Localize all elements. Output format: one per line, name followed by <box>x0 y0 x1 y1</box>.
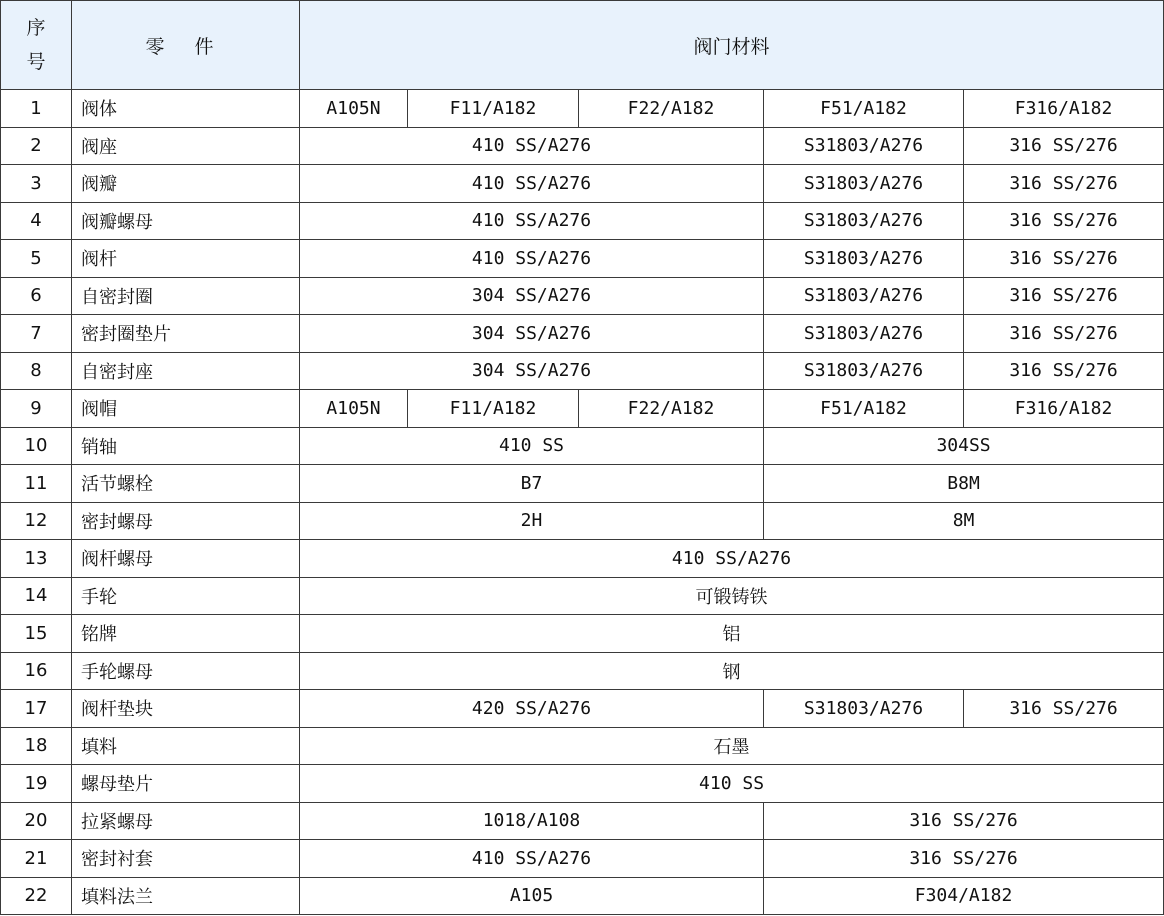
header-row <box>1 1 1164 90</box>
table-row <box>1 277 1164 315</box>
table-row <box>1 127 1164 165</box>
header-seq-line1: 序 <box>26 17 46 39</box>
row-number: 18 <box>1 727 72 765</box>
material-cell: 316 SS/276 <box>964 277 1164 315</box>
material-cell: 410 SS/A276 <box>300 165 764 203</box>
material-cell: 316 SS/276 <box>964 240 1164 278</box>
material-cell: 304 SS/A276 <box>300 352 764 390</box>
material-cell: S31803/A276 <box>764 202 964 240</box>
table-row <box>1 502 1164 540</box>
material-cell: 316 SS/276 <box>764 802 1164 840</box>
part-name: 密封圈垫片 <box>72 315 300 353</box>
material-cell: 410 SS <box>300 427 764 465</box>
material-cell: 410 SS/A276 <box>300 202 764 240</box>
row-number: 5 <box>1 240 72 278</box>
table-row <box>1 727 1164 765</box>
row-number: 13 <box>1 540 72 578</box>
part-name: 密封螺母 <box>72 502 300 540</box>
table-row <box>1 390 1164 428</box>
material-cell: 316 SS/276 <box>964 352 1164 390</box>
material-cell: 316 SS/276 <box>764 840 1164 878</box>
material-cell: 410 SS/A276 <box>300 540 1164 578</box>
part-name: 销轴 <box>72 427 300 465</box>
material-cell: A105 <box>300 877 764 915</box>
material-cell: 1018/A108 <box>300 802 764 840</box>
part-name: 拉紧螺母 <box>72 802 300 840</box>
material-cell: F304/A182 <box>764 877 1164 915</box>
part-name: 阀瓣螺母 <box>72 202 300 240</box>
row-number: 10 <box>1 427 72 465</box>
material-cell: 316 SS/276 <box>964 165 1164 203</box>
row-number: 20 <box>1 802 72 840</box>
header-part: 零 件 <box>72 1 300 90</box>
part-name: 活节螺栓 <box>72 465 300 503</box>
row-number: 16 <box>1 652 72 690</box>
material-cell: F22/A182 <box>579 90 764 128</box>
material-cell: 8M <box>764 502 1164 540</box>
table-row <box>1 765 1164 803</box>
row-number: 22 <box>1 877 72 915</box>
row-number: 1 <box>1 90 72 128</box>
material-cell: A105N <box>300 390 408 428</box>
material-cell: 410 SS <box>300 765 1164 803</box>
part-name: 阀杆垫块 <box>72 690 300 728</box>
material-cell: 316 SS/276 <box>964 202 1164 240</box>
row-number: 14 <box>1 577 72 615</box>
material-cell: A105N <box>300 90 408 128</box>
material-cell: 304 SS/A276 <box>300 277 764 315</box>
table-row <box>1 802 1164 840</box>
part-name: 阀体 <box>72 90 300 128</box>
table-row <box>1 877 1164 915</box>
material-cell: S31803/A276 <box>764 277 964 315</box>
material-cell: 410 SS/A276 <box>300 127 764 165</box>
row-number: 15 <box>1 615 72 653</box>
row-number: 19 <box>1 765 72 803</box>
material-cell: 316 SS/276 <box>964 127 1164 165</box>
material-cell: 420 SS/A276 <box>300 690 764 728</box>
material-cell: 304 SS/A276 <box>300 315 764 353</box>
row-number: 12 <box>1 502 72 540</box>
part-name: 自密封圈 <box>72 277 300 315</box>
material-cell: 钢 <box>300 652 1164 690</box>
material-cell: S31803/A276 <box>764 240 964 278</box>
table-row <box>1 240 1164 278</box>
header-seq <box>1 1 72 90</box>
header-material: 阀门材料 <box>300 1 1164 90</box>
table-row <box>1 690 1164 728</box>
material-cell: B7 <box>300 465 764 503</box>
part-name: 螺母垫片 <box>72 765 300 803</box>
material-cell: F22/A182 <box>579 390 764 428</box>
part-name: 铭牌 <box>72 615 300 653</box>
material-cell: F51/A182 <box>764 390 964 428</box>
table-row <box>1 465 1164 503</box>
material-cell: F11/A182 <box>408 390 579 428</box>
material-cell: 铝 <box>300 615 1164 653</box>
part-name: 填料 <box>72 727 300 765</box>
material-cell: F316/A182 <box>964 90 1164 128</box>
table-row <box>1 202 1164 240</box>
row-number: 4 <box>1 202 72 240</box>
table-row <box>1 352 1164 390</box>
material-cell: 2H <box>300 502 764 540</box>
material-cell: 410 SS/A276 <box>300 240 764 278</box>
part-name: 阀座 <box>72 127 300 165</box>
part-name: 密封衬套 <box>72 840 300 878</box>
material-cell: 可锻铸铁 <box>300 577 1164 615</box>
part-name: 填料法兰 <box>72 877 300 915</box>
material-cell: F11/A182 <box>408 90 579 128</box>
part-name: 手轮螺母 <box>72 652 300 690</box>
part-name: 手轮 <box>72 577 300 615</box>
material-cell: 316 SS/276 <box>964 690 1164 728</box>
row-number: 2 <box>1 127 72 165</box>
row-number: 6 <box>1 277 72 315</box>
table-row <box>1 840 1164 878</box>
row-number: 7 <box>1 315 72 353</box>
table-row <box>1 615 1164 653</box>
row-number: 3 <box>1 165 72 203</box>
table-row <box>1 427 1164 465</box>
material-cell: S31803/A276 <box>764 315 964 353</box>
material-cell: S31803/A276 <box>764 127 964 165</box>
material-cell: F316/A182 <box>964 390 1164 428</box>
row-number: 11 <box>1 465 72 503</box>
header-seq-line2: 号 <box>26 51 46 73</box>
row-number: 21 <box>1 840 72 878</box>
material-cell: F51/A182 <box>764 90 964 128</box>
table-row <box>1 165 1164 203</box>
part-name: 自密封座 <box>72 352 300 390</box>
table-row <box>1 652 1164 690</box>
material-cell: B8M <box>764 465 1164 503</box>
table-row <box>1 315 1164 353</box>
material-cell: 石墨 <box>300 727 1164 765</box>
table-row <box>1 577 1164 615</box>
material-cell: S31803/A276 <box>764 165 964 203</box>
part-name: 阀杆 <box>72 240 300 278</box>
part-name: 阀瓣 <box>72 165 300 203</box>
part-name: 阀杆螺母 <box>72 540 300 578</box>
part-name: 阀帽 <box>72 390 300 428</box>
table-row <box>1 540 1164 578</box>
material-cell: 410 SS/A276 <box>300 840 764 878</box>
row-number: 9 <box>1 390 72 428</box>
table-row <box>1 90 1164 128</box>
material-cell: 316 SS/276 <box>964 315 1164 353</box>
material-cell: S31803/A276 <box>764 352 964 390</box>
material-cell: 304SS <box>764 427 1164 465</box>
row-number: 8 <box>1 352 72 390</box>
material-cell: S31803/A276 <box>764 690 964 728</box>
row-number: 17 <box>1 690 72 728</box>
